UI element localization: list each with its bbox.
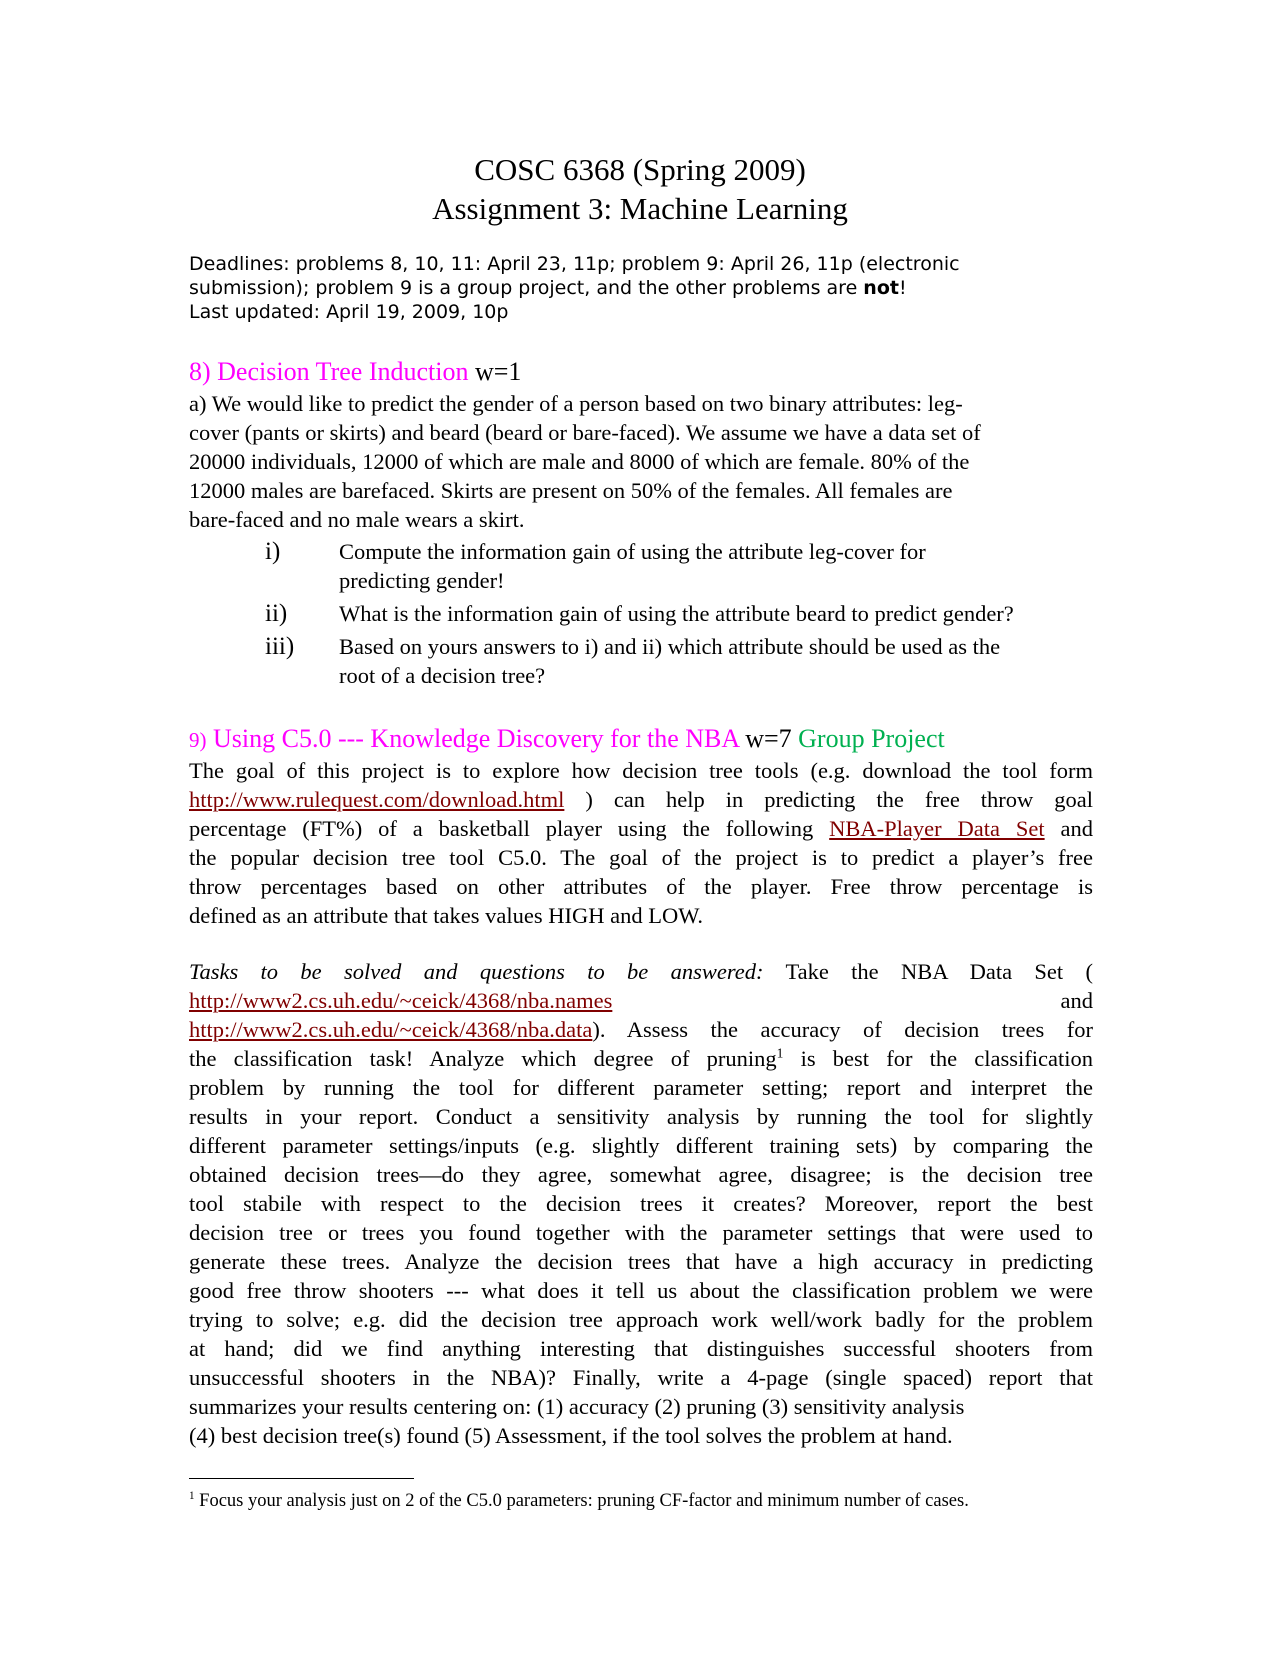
text-line: predicting gender!	[339, 568, 505, 593]
text-line	[189, 957, 1093, 986]
list-number: iii)	[265, 633, 295, 660]
text-line: summarizes your results centering on: (1) accuracy (2) pruning (3) sensitivity analysis	[189, 1394, 965, 1419]
text-line: What is the information gain of using the attribute beard to predict gender?	[339, 601, 1014, 626]
text-segment: percentage (FT%) of a basketball player using the following	[189, 816, 830, 841]
text-line: at hand; did we find anything interesting that distinguishes successful shooters from	[189, 1336, 1093, 1361]
text-line: throw percentages based on other attributes of the player. Free throw percentage is	[189, 874, 1093, 899]
text-line: trying to solve; e.g. did the decision tree approach work well/work badly for the problem	[189, 1307, 1093, 1332]
text-line: Based on yours answers to i) and ii) which attribute should be used as the	[339, 634, 1001, 659]
text-line	[189, 986, 1093, 1015]
group-project-label: Group Project	[798, 724, 945, 753]
footnote-ref: 1	[776, 1045, 784, 1061]
text-line: good free throw shooters --- what does it tell us about the classification problem we were	[189, 1278, 1093, 1303]
text-line: 20000 individuals, 12000 of which are male and 8000 of which are female. 80% of the	[189, 449, 970, 474]
assignment-title: Assignment 3: Machine Learning	[432, 191, 848, 226]
problem8-intro	[189, 389, 1093, 534]
problem9-paragraph1	[189, 756, 1093, 930]
problem8-heading	[189, 356, 521, 388]
problem9-weight: w=7	[738, 724, 799, 753]
text-line: generate these trees. Analyze the decision trees that have a high accuracy in predicting	[189, 1249, 1093, 1274]
text-line: Compute the information gain of using the attribute leg-cover for	[339, 539, 926, 564]
text-segment: the classification task! Analyze which degree of pruning	[189, 1046, 777, 1071]
text-line: obtained decision trees—do they agree, somewhat agree, disagree; is the decision tree	[189, 1162, 1093, 1187]
text-segment: and	[1044, 816, 1093, 841]
list-text	[339, 632, 1109, 690]
text-segment: Take the NBA Data Set (	[763, 959, 1093, 984]
footnote-separator	[189, 1478, 414, 1479]
deadlines-text: !	[898, 277, 907, 299]
text-line	[189, 814, 1093, 843]
problem9-heading	[189, 723, 945, 756]
text-segment: and	[1060, 988, 1093, 1013]
footnote-text: Focus your analysis just on 2 of the C5.0 parameters: pruning CF-factor and minimum number of cases.	[194, 1491, 969, 1511]
deadlines-block	[189, 252, 1089, 324]
text-line: decision tree or trees you found together with the parameter settings that were used to	[189, 1220, 1093, 1245]
text-line: The goal of this project is to explore how decision tree tools (e.g. download the tool form	[189, 758, 1093, 783]
text-line: cover (pants or skirts) and beard (beard or bare-faced). We assume we have a data set of	[189, 420, 981, 445]
problem8-title: 8) Decision Tree Induction	[189, 357, 469, 386]
text-segment: ). Assess the accuracy of decision trees for	[592, 1017, 1093, 1042]
text-line	[189, 1044, 1093, 1073]
list-number: ii)	[265, 600, 288, 627]
problem9-paragraph2	[189, 957, 1093, 1450]
deadlines-text: submission); problem 9 is a group project, and the other problems are	[189, 277, 864, 299]
tasks-label: Tasks to be solved and questions to be answered:	[189, 959, 764, 984]
list-text	[339, 599, 1109, 628]
text-line: the popular decision tree tool C5.0. The goal of the project is to predict a player’s free	[189, 845, 1093, 870]
last-updated: Last updated: April 19, 2009, 10p	[189, 301, 509, 323]
text-segment: is best for the classification	[783, 1046, 1094, 1071]
nba-data-link[interactable]: http://www2.cs.uh.edu/~ceick/4368/nba.data	[189, 1017, 593, 1042]
text-line: tool stabile with respect to the decision trees it creates? Moreover, report the best	[189, 1191, 1093, 1216]
problem9-title: Using C5.0 --- Knowledge Discovery for the NBA	[206, 724, 739, 753]
deadlines-line: Deadlines: problems 8, 10, 11: April 23, 11p; problem 9: April 26, 11p (electronic	[189, 253, 960, 275]
problem9-number: 9)	[189, 728, 207, 752]
text-line: root of a decision tree?	[339, 663, 546, 688]
text-line: unsuccessful shooters in the NBA)? Finally, write a 4-page (single spaced) report that	[189, 1365, 1093, 1390]
text-line: problem by running the tool for different parameter setting; report and interpret the	[189, 1075, 1093, 1100]
text-segment: ) can help in predicting the free throw goal	[564, 787, 1093, 812]
list-text	[339, 537, 1109, 595]
footnote	[189, 1489, 969, 1513]
text-line: 12000 males are barefaced. Skirts are present on 50% of the females. All females are	[189, 478, 953, 503]
deadlines-emphasis: not	[863, 277, 899, 299]
text-line: a) We would like to predict the gender of a person based on two binary attributes: leg-	[189, 391, 963, 416]
nba-dataset-link[interactable]: NBA-Player Data Set	[829, 816, 1045, 841]
text-line	[189, 1015, 1093, 1044]
text-line: results in your report. Conduct a sensitivity analysis by running the tool for slightly	[189, 1104, 1093, 1129]
text-line: bare-faced and no male wears a skirt.	[189, 507, 525, 532]
deadlines-line	[189, 276, 1089, 300]
text-line: defined as an attribute that takes values HIGH and LOW.	[189, 903, 704, 928]
course-title: COSC 6368 (Spring 2009)	[474, 152, 806, 187]
nba-names-link[interactable]: http://www2.cs.uh.edu/~ceick/4368/nba.names	[189, 988, 613, 1013]
footnote-marker: 1	[189, 1489, 195, 1502]
text-line: (4) best decision tree(s) found (5) Assessment, if the tool solves the problem at hand.	[189, 1423, 953, 1448]
text-line: different parameter settings/inputs (e.g. slightly different training sets) by comparing the	[189, 1133, 1093, 1158]
text-line	[189, 785, 1093, 814]
rulequest-link[interactable]: http://www.rulequest.com/download.html	[189, 787, 565, 812]
problem8-weight: w=1	[468, 357, 522, 386]
list-number: i)	[265, 538, 281, 565]
